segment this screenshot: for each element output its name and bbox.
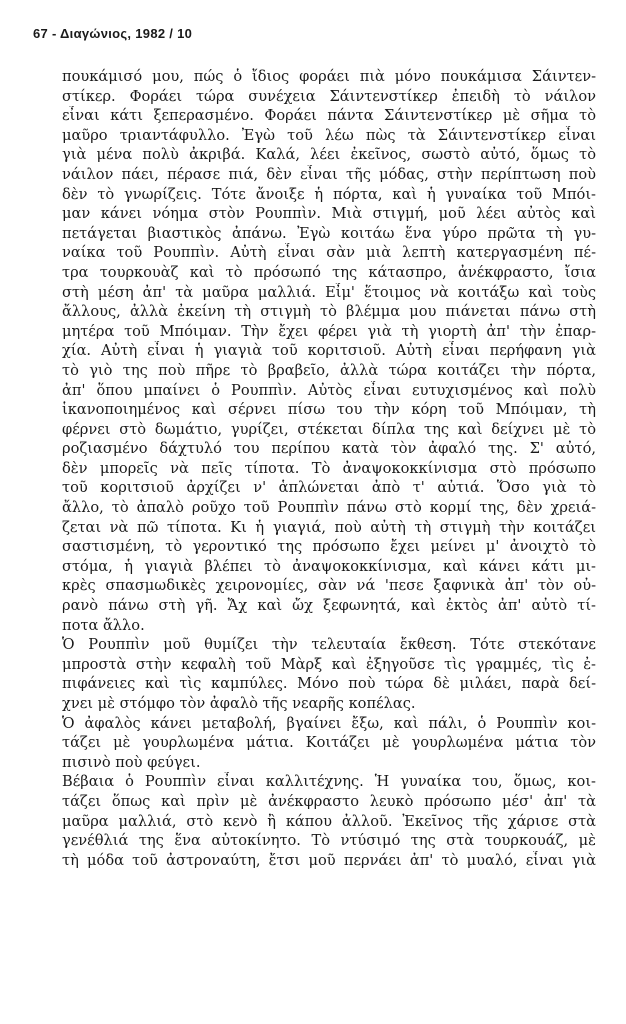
- text-line: μαν κάνει νόημα στὸν Ρουππὶν. Μιὰ στιγμή, μοῦ λέει αὐτὸς καὶ: [62, 205, 596, 223]
- text-line: τοῦ κοριτσιοῦ ἀρχίζει ν' ἁπλώνεται ἀπὸ τ' αὐτιά. Ὅσο γιὰ τὸ: [62, 479, 596, 497]
- text-line: μητέρα τοῦ Μπόιμαν. Τὴν ἔχει φέρει γιὰ τὴ γιορτὴ ἀπ' τὴν ἐπαρ-: [62, 322, 596, 340]
- text-line: μαῦρα μαλλιά, στὸ κενὸ ἢ κάπου ἀλλοῦ. Ἐκεῖνος τῆς χάρισε στὰ: [62, 812, 596, 830]
- text-line: Βέβαια ὁ Ρουππὶν εἶναι καλλιτέχνης. Ἡ γυναίκα του, ὅμως, κοι-: [62, 773, 596, 791]
- text-line: ἱκανοποιημένος καὶ σέρνει πίσω του τὴν κόρη τοῦ Μπόιμαν, τὴ: [62, 401, 596, 419]
- text-line: τὴ μόδα τοῦ ἀστροναύτη, ἔτσι μοῦ περνάει ἀπ' τὸ μυαλό, εἶναι γιὰ: [62, 851, 596, 869]
- text-line: ναίκα τοῦ Ρουππὶν. Αὐτὴ εἶναι σὰν μιὰ λεπτὴ κατεργασμένη πέ-: [62, 244, 596, 262]
- running-head: 67 - Διαγώνιος, 1982 / 10: [33, 26, 193, 41]
- text-line: τὸ γιὸ της ποὺ πῆρε τὸ βραβεῖο, ἀλλὰ τώρα κοιτάζει τὴν πόρτα,: [62, 361, 596, 379]
- text-line: πετάγεται βιαστικὸς ἀπάνω. Ἐγὼ κοιτάω ἕνα γύρο πρῶτα τὴ γυ-: [62, 224, 596, 242]
- text-line: τρα τουρκουὰζ καὶ τὸ πρόσωπό της κάτασπρο, ἀνέκφραστο, ἴσια: [62, 263, 596, 281]
- text-line: δὲν τὸ γνωρίζεις. Τότε ἄνοιξε ἡ πόρτα, καὶ ἡ γυναίκα τοῦ Μπόι-: [62, 185, 596, 203]
- text-line: εἶναι κάτι ξεπερασμένο. Φοράει πάντα Σάιντενστίκερ μὲ σῆμα τὸ: [62, 107, 596, 125]
- text-line: ροζιασμένο δάχτυλό του περίπου κατὰ τὸν ἀφαλό της. Σ' αὐτό,: [62, 440, 596, 458]
- text-line: πουκάμισό μου, πώς ὁ ἴδιος φοράει πιὰ μόνο πουκάμισα Σάιντεν-: [62, 68, 596, 85]
- text-line: πισινὸ ποὺ φεύγει.: [62, 753, 201, 771]
- text-line: νάιλον πάει, πέρασε πιά, δὲν εἶναι τῆς μόδας, στὴν περίπτωση ποὺ: [62, 165, 596, 183]
- text-line: μαῦρο τριαντάφυλλο. Ἐγὼ τοῦ λέω πὼς τὰ Σάιντενστίκερ εἶναι: [62, 126, 596, 144]
- text-line: Ὁ ἀφαλὸς κάνει μεταβολή, βγαίνει ἔξω, καὶ πάλι, ὁ Ρουππὶν κοι-: [62, 714, 596, 732]
- text-line: ποτα ἄλλο.: [62, 616, 145, 634]
- text-line: ρανὸ πάνω στὴ γῆ. Ἄχ καὶ ὤχ ξεφωνητά, καὶ ἐκτὸς ἀπ' αὐτὸ τί-: [62, 597, 596, 615]
- text-line: χία. Αὐτὴ εἶναι ἡ γιαγιὰ τοῦ κοριτσιοῦ. Αὐτὴ εἶναι περήφανη γιὰ: [62, 342, 596, 360]
- text-line: κρὲς σπασμωδικὲς χειρονομίες, σὰν νά 'πεσε ξαφνικὰ ἀπ' τὸν οὐ-: [62, 577, 596, 595]
- text-line: ἀπ' ὅπου μπαίνει ὁ Ρουππὶν. Αὐτὸς εἶναι ευτυχισμένος καὶ πολὺ: [62, 381, 596, 399]
- text-line: τάζει μὲ γουρλωμένα μάτια. Κοιτάζει μὲ γουρλωμένα μάτια τὸν: [62, 734, 596, 752]
- text-line: σαστισμένη, τὸ γεροντικό της πρόσωπο ἔχει μείνει μ' ἀνοιχτὸ τὸ: [62, 538, 596, 556]
- text-line: στίκερ. Φοράει τώρα συνέχεια Σάιντενστίκερ ἐπειδὴ τὸ νάιλον: [62, 87, 596, 105]
- text-line: χνει μὲ στόμφο τὸν ἀφαλὸ τῆς νεαρῆς κοπέλας.: [62, 695, 416, 712]
- body-text: [62, 67, 596, 870]
- text-line: στόμα, ἡ γιαγιὰ βλέπει τὸ ἀναψοκοκκίνισμα, καὶ κάνει κάτι μι-: [62, 557, 596, 575]
- text-line: γενέθλιά της ἕνα αὐτοκίνητο. Τὸ ντύσιμό της στὰ τουρκουάζ, μὲ: [62, 832, 596, 850]
- text-line: δὲν μπορεῖς νὰ πεῖς τίποτα. Τὸ ἀναψοκοκκίνισμα στὸ πρόσωπο: [62, 459, 596, 477]
- text-line: φέρνει στὸ δωμάτιο, γυρίζει, στέκεται δίπλα της καὶ δείχνει μὲ τὸ: [62, 420, 596, 438]
- text-line: ἄλλους, ἀλλὰ ἐκείνη τὴ στιγμὴ τὸ βλέμμα μου πιάνεται πάνω στὴ: [62, 303, 596, 321]
- text-line: μπροστὰ στὴν κεφαλὴ τοῦ Μὰρξ καὶ ἐξηγοῦσε τὶς γραμμές, τὶς ἐ-: [62, 655, 596, 673]
- text-line: ζεται νὰ πῶ τίποτα. Κι ἡ γιαγιά, ποὺ αὐτὴ τὴ στιγμὴ τὴν κοιτάζει: [62, 518, 596, 536]
- text-line: γιὰ μένα πολὺ ἀκριβά. Καλά, λέει ἐκεῖνος, σωστὸ αὐτό, ὅμως τὸ: [62, 146, 596, 164]
- text-line: πιφάνειες καὶ τὶς καμπύλες. Μόνο ποὺ τώρα δὲ μιλάει, παρὰ δεί-: [62, 675, 596, 693]
- text-line: Ὁ Ρουππὶν μοῦ θυμίζει τὴν τελευταία ἔκθεση. Τότε στεκότανε: [62, 636, 596, 654]
- text-line: ἄλλο, τὸ ἀπαλὸ ροῦχο τοῦ Ρουππὶν πάνω στὸ κορμί της, δὲν χρειά-: [62, 499, 596, 517]
- text-line: τάζει ὅπως καὶ πρὶν μὲ ἀνέκφραστο λευκὸ πρόσωπο μέσ' ἀπ' τὰ: [62, 792, 596, 810]
- text-line: στὴ μέση ἀπ' τὰ μαῦρα μαλλιά. Εἶμ' ἕτοιμος νὰ κοιτάξω καὶ τοὺς: [62, 283, 596, 301]
